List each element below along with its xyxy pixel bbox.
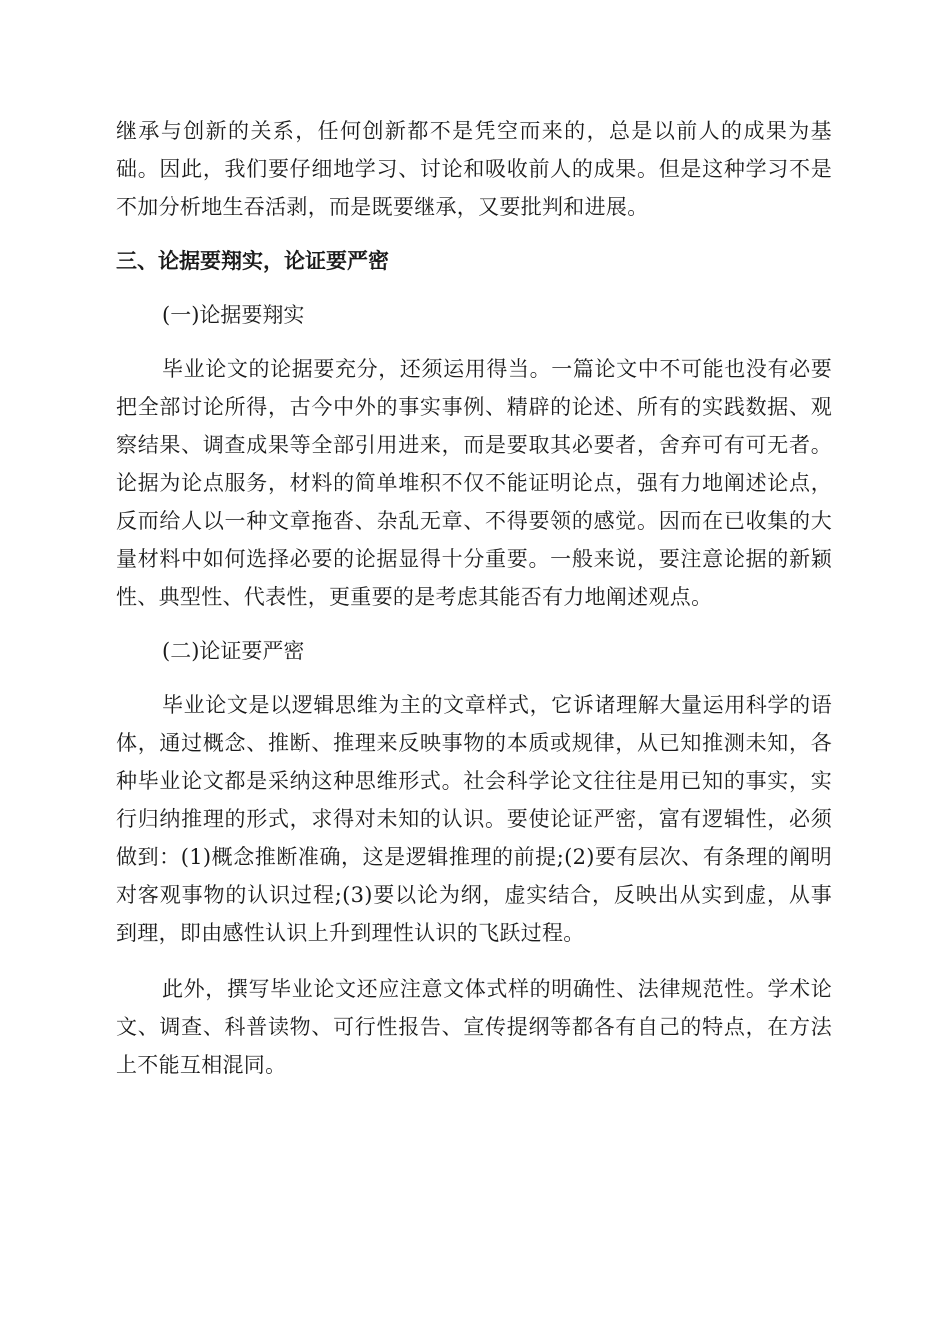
subsection-2-title: (二)论证要严密 [162, 639, 305, 663]
subsection-1-paragraph: 毕业论文的论据要充分，还须运用得当。一篇论文中不可能也没有必要把全部讨论所得，古今中外的事实事例、精辟的论述、所有的实践数据、观察结果、调查成果等全部引用进来，而是要取其必要者，舍弃可有可无者。论据为论点服务，材料的简单堆积不仅不能证明论点，强有力地阐述论点，反而给人以一种文章拖沓、杂乱无章、不得要领的感觉。因而在已收集的大量材料中如何选择必要的论据显得十分重要。一般来说，要注意论据的新颖性、典型性、代表性，更重要的是考虑其能否有力地阐述观点。 [116, 357, 832, 609]
document-page [116, 112, 832, 1084]
spacer [116, 952, 832, 970]
intro-paragraph: 继承与创新的关系，任何创新都不是凭空而来的，总是以前人的成果为基础。因此，我们要仔细地学习、讨论和吸收前人的成果。但是这种学习不是不加分析地生吞活剥，而是既要继承，又要批判和进展。 [116, 119, 832, 219]
section-heading: 三、论据要翔实，论证要严密 [116, 249, 389, 273]
subsection-2-paragraph: 毕业论文是以逻辑思维为主的文章样式，它诉诸理解大量运用科学的语体，通过概念、推断、推理来反映事物的本质或规律，从已知推测未知，各种毕业论文都是采纳这种思维形式。社会科学论文往往是用已知的事实，实行归纳推理的形式，求得对未知的认识。要使论证严密，富有逻辑性，必须做到：(1)概念推断准确，这是逻辑推理的前提;(2)要有层次、有条理的阐明对客观事物的认识过程;(3)要以论为纲，虚实结合，反映出从实到虚，从事到理，即由感性认识上升到理性认识的飞跃过程。 [116, 693, 832, 945]
spacer [116, 334, 832, 350]
spacer [116, 670, 832, 686]
subsection-1-title: (一)论据要翔实 [162, 303, 305, 327]
spacer [116, 280, 832, 296]
spacer [116, 226, 832, 242]
closing-paragraph: 此外，撰写毕业论文还应注意文体式样的明确性、法律规范性。学术论文、调查、科普读物、可行性报告、宣传提纲等都各有自己的特点，在方法上不能互相混同。 [116, 977, 832, 1077]
spacer [116, 616, 832, 632]
